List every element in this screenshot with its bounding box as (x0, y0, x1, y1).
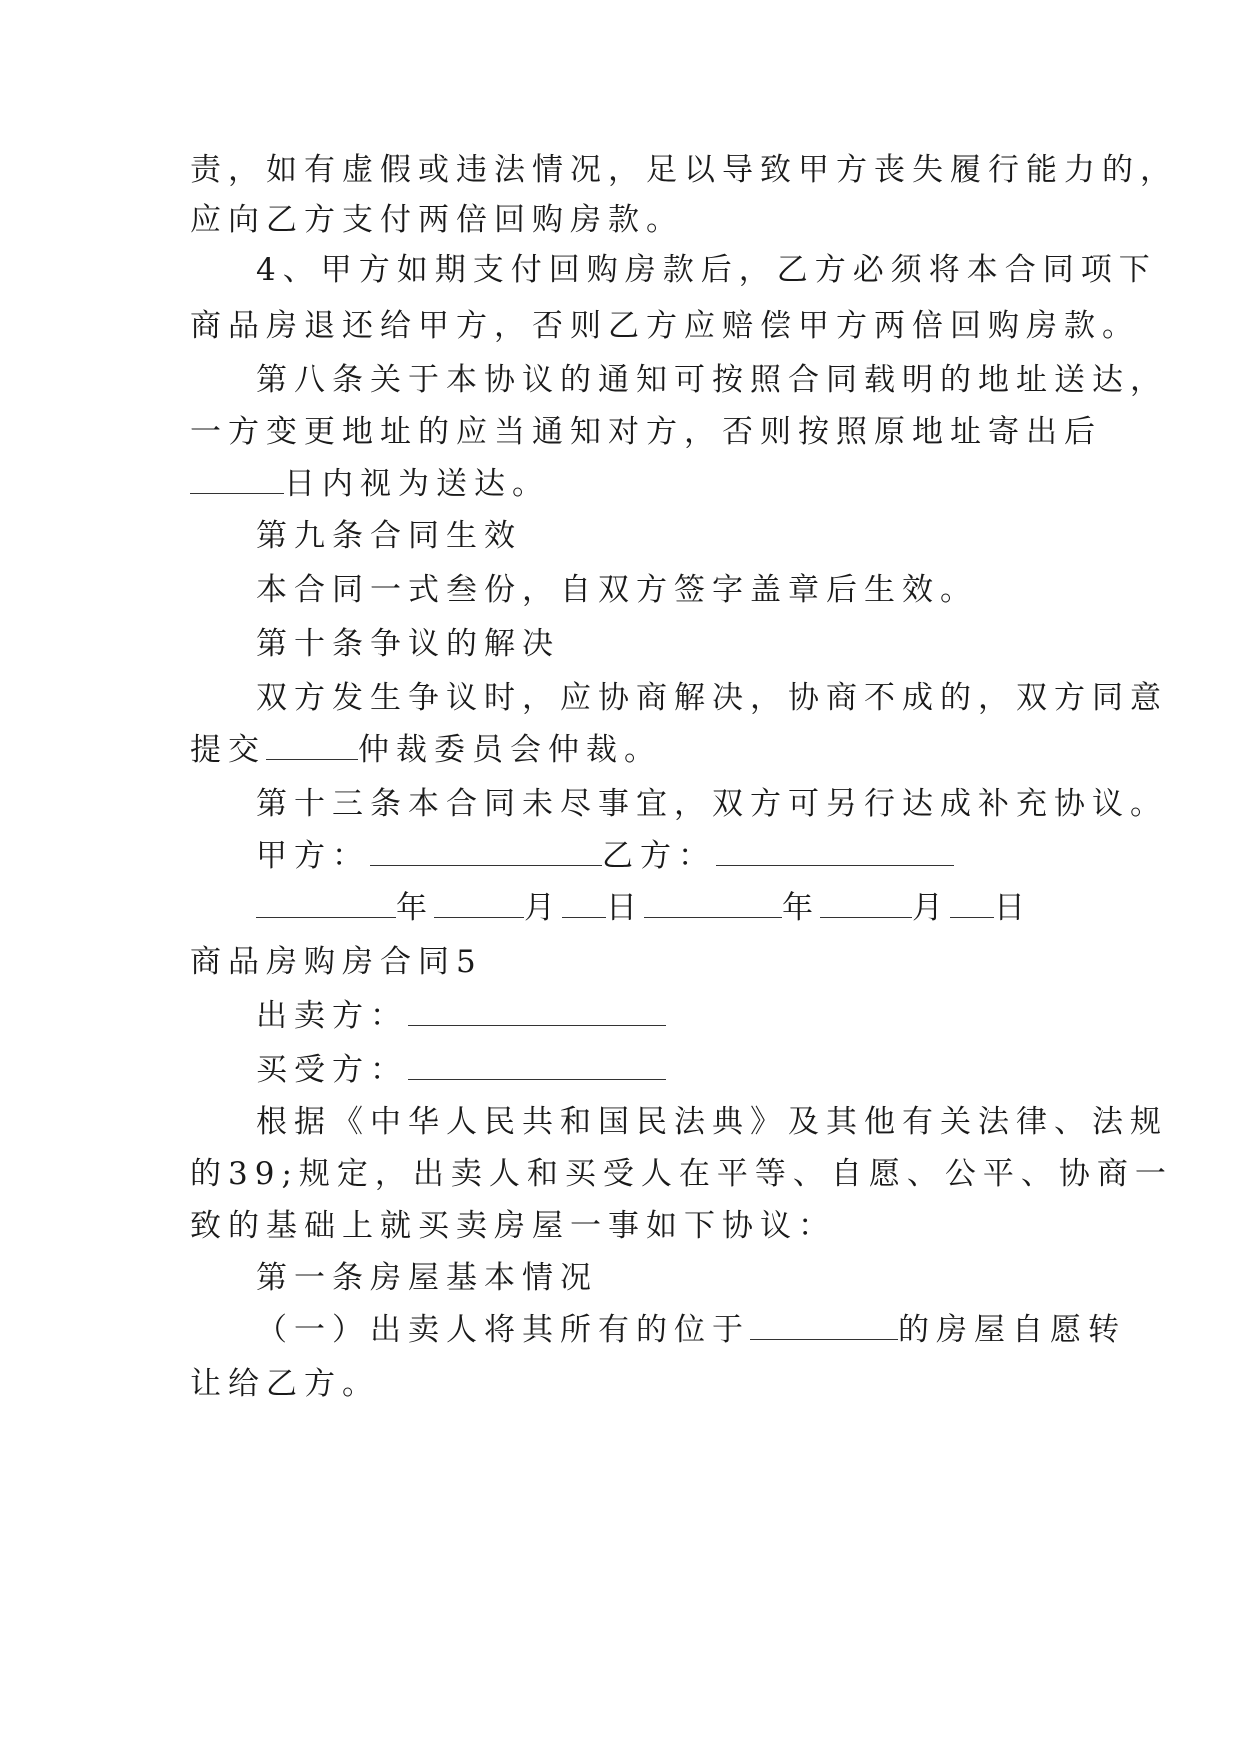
buyer-label: 买受方： (256, 1052, 408, 1088)
text-line: 一方变更地址的应当通知对方，否则按照原地址寄出后 (190, 414, 1102, 450)
text-line: 致的基础上就买卖房屋一事如下协议： (190, 1208, 836, 1244)
text-segment: 仲裁委员会仲裁。 (358, 732, 662, 768)
year-blank[interactable] (256, 891, 396, 918)
text-segment: 的房屋自愿转 (898, 1312, 1126, 1348)
text-line: 让给乙方。 (190, 1366, 380, 1402)
signature-row (256, 836, 954, 876)
year-label: 年 (782, 890, 820, 926)
clause-13-line: 第十三条本合同未尽事宜，双方可另行达成补充协议。 (256, 786, 1168, 822)
day-blank[interactable] (562, 891, 606, 918)
year-label: 年 (396, 890, 434, 926)
clause-8-line: 第八条关于本协议的通知可按照合同载明的地址送达， (256, 362, 1168, 398)
text-segment: 提交 (190, 732, 266, 768)
day-label: 日 (994, 890, 1032, 926)
text-line: 双方发生争议时，应协商解决，协商不成的，双方同意 (256, 680, 1168, 716)
text-line: 本合同一式叁份，自双方签字盖章后生效。 (256, 572, 978, 608)
date-row (256, 888, 1032, 928)
month-blank[interactable] (820, 891, 912, 918)
seller-label: 出卖方： (256, 998, 408, 1034)
seller-row (256, 996, 666, 1036)
party-a-blank[interactable] (370, 839, 602, 866)
month-blank[interactable] (434, 891, 524, 918)
text-segment: 日内视为送达。 (284, 466, 550, 502)
party-b-blank[interactable] (716, 839, 954, 866)
clause-1-heading: 第一条房屋基本情况 (256, 1260, 598, 1296)
arbitration-blank[interactable] (266, 733, 358, 760)
buyer-blank[interactable] (408, 1053, 666, 1080)
text-line: 商品房退还给甲方，否则乙方应赔偿甲方两倍回购房款。 (190, 308, 1140, 344)
clause-9-heading: 第九条合同生效 (256, 518, 522, 554)
day-blank[interactable] (950, 891, 994, 918)
location-blank[interactable] (750, 1313, 898, 1340)
clause-10-heading: 第十条争议的解决 (256, 626, 560, 662)
party-b-label: 乙方： (602, 838, 716, 874)
seller-blank[interactable] (408, 999, 666, 1026)
text-line (190, 730, 662, 770)
month-label: 月 (912, 890, 950, 926)
buyer-row (256, 1050, 666, 1090)
day-label: 日 (606, 890, 644, 926)
text-segment: （一）出卖人将其所有的位于 (256, 1312, 750, 1348)
days-blank[interactable] (190, 467, 284, 494)
text-line (190, 464, 550, 504)
text-line: 责，如有虚假或违法情况，足以导致甲方丧失履行能力的， (190, 152, 1178, 188)
year-blank[interactable] (644, 891, 782, 918)
month-label: 月 (524, 890, 562, 926)
text-line: 4、甲方如期支付回购房款后，乙方必须将本合同项下 (256, 252, 1157, 288)
contract-title: 商品房购房合同5 (190, 944, 483, 980)
text-line: 根据《中华人民共和国民法典》及其他有关法律、法规 (256, 1104, 1168, 1140)
text-line: 应向乙方支付两倍回购房款。 (190, 202, 684, 238)
text-line: 的39;规定，出卖人和买受人在平等、自愿、公平、协商一 (190, 1156, 1173, 1192)
text-line (256, 1310, 1126, 1350)
party-a-label: 甲方： (256, 838, 370, 874)
